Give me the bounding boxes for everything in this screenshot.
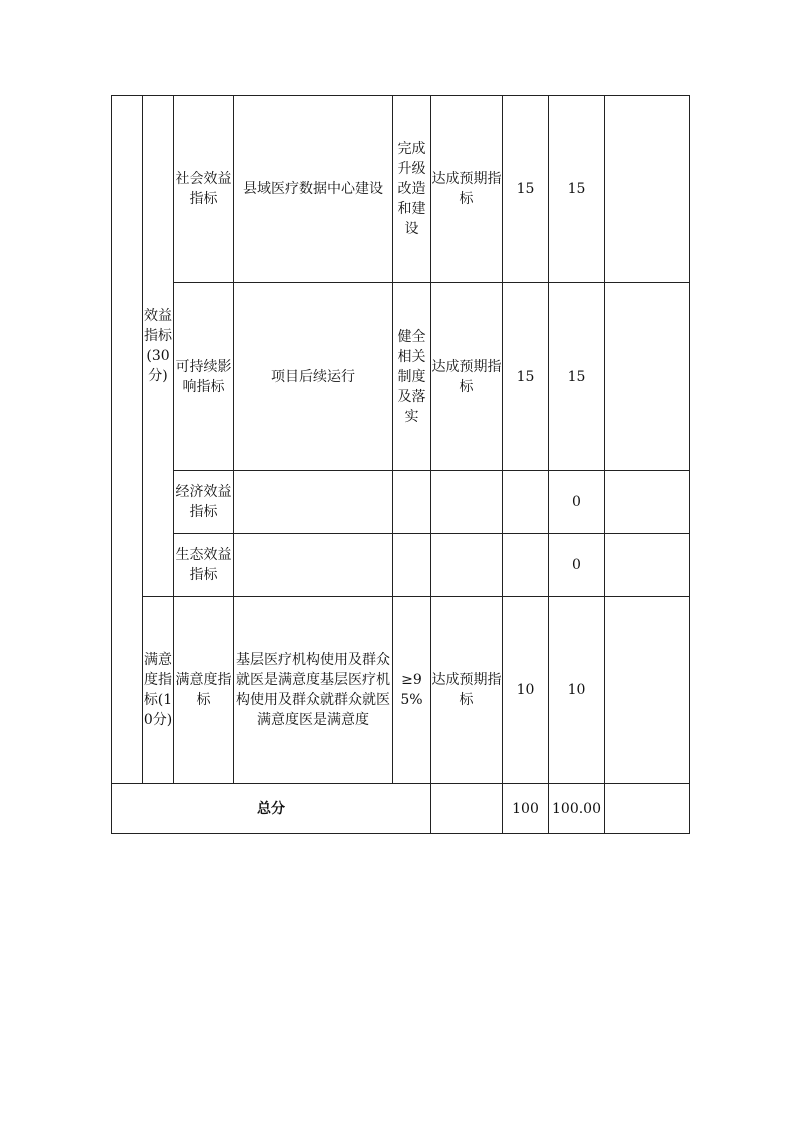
performance-table bbox=[111, 95, 690, 834]
table-row bbox=[112, 534, 690, 597]
table-row bbox=[112, 96, 690, 283]
actual-value: 达成预期指标 bbox=[431, 283, 503, 471]
secondary-indicator: 满意度指标 bbox=[174, 597, 234, 784]
secondary-indicator: 经济效益指标 bbox=[174, 471, 234, 534]
tertiary-indicator: 县域医疗数据中心建设 bbox=[234, 96, 393, 283]
target-value: ≥95% bbox=[393, 597, 431, 784]
total-actual bbox=[431, 784, 503, 834]
note-cell bbox=[605, 471, 690, 534]
score-value: 0 bbox=[549, 471, 605, 534]
weight-value: 15 bbox=[503, 96, 549, 283]
secondary-indicator: 生态效益指标 bbox=[174, 534, 234, 597]
tertiary-indicator bbox=[234, 471, 393, 534]
note-cell bbox=[605, 96, 690, 283]
score-value: 15 bbox=[549, 96, 605, 283]
total-label: 总分 bbox=[112, 784, 431, 834]
secondary-indicator: 可持续影响指标 bbox=[174, 283, 234, 471]
actual-value: 达成预期指标 bbox=[431, 597, 503, 784]
note-cell bbox=[605, 283, 690, 471]
table-row bbox=[112, 283, 690, 471]
total-note bbox=[605, 784, 690, 834]
tertiary-indicator: 项目后续运行 bbox=[234, 283, 393, 471]
weight-value bbox=[503, 534, 549, 597]
score-value: 10 bbox=[549, 597, 605, 784]
total-weight: 100 bbox=[503, 784, 549, 834]
satisfaction-group-label: 满意度指标(10分) bbox=[143, 597, 174, 784]
table-row bbox=[112, 597, 690, 784]
total-score: 100.00 bbox=[549, 784, 605, 834]
note-cell bbox=[605, 597, 690, 784]
target-value bbox=[393, 534, 431, 597]
weight-value: 10 bbox=[503, 597, 549, 784]
target-value: 完成升级改造和建设 bbox=[393, 96, 431, 283]
score-value: 0 bbox=[549, 534, 605, 597]
actual-value bbox=[431, 471, 503, 534]
actual-value: 达成预期指标 bbox=[431, 96, 503, 283]
score-value: 15 bbox=[549, 283, 605, 471]
note-cell bbox=[605, 534, 690, 597]
tertiary-indicator bbox=[234, 534, 393, 597]
tertiary-indicator: 基层医疗机构使用及群众就医是满意度基层医疗机构使用及群众就群众就医满意度医是满意度 bbox=[234, 597, 393, 784]
benefit-group-label: 效益指标(30分) bbox=[143, 96, 174, 597]
secondary-indicator: 社会效益指标 bbox=[174, 96, 234, 283]
primary-indicator-cell bbox=[112, 96, 143, 784]
actual-value bbox=[431, 534, 503, 597]
target-value: 健全相关制度及落实 bbox=[393, 283, 431, 471]
total-row bbox=[112, 784, 690, 834]
table-row bbox=[112, 471, 690, 534]
weight-value bbox=[503, 471, 549, 534]
target-value bbox=[393, 471, 431, 534]
weight-value: 15 bbox=[503, 283, 549, 471]
